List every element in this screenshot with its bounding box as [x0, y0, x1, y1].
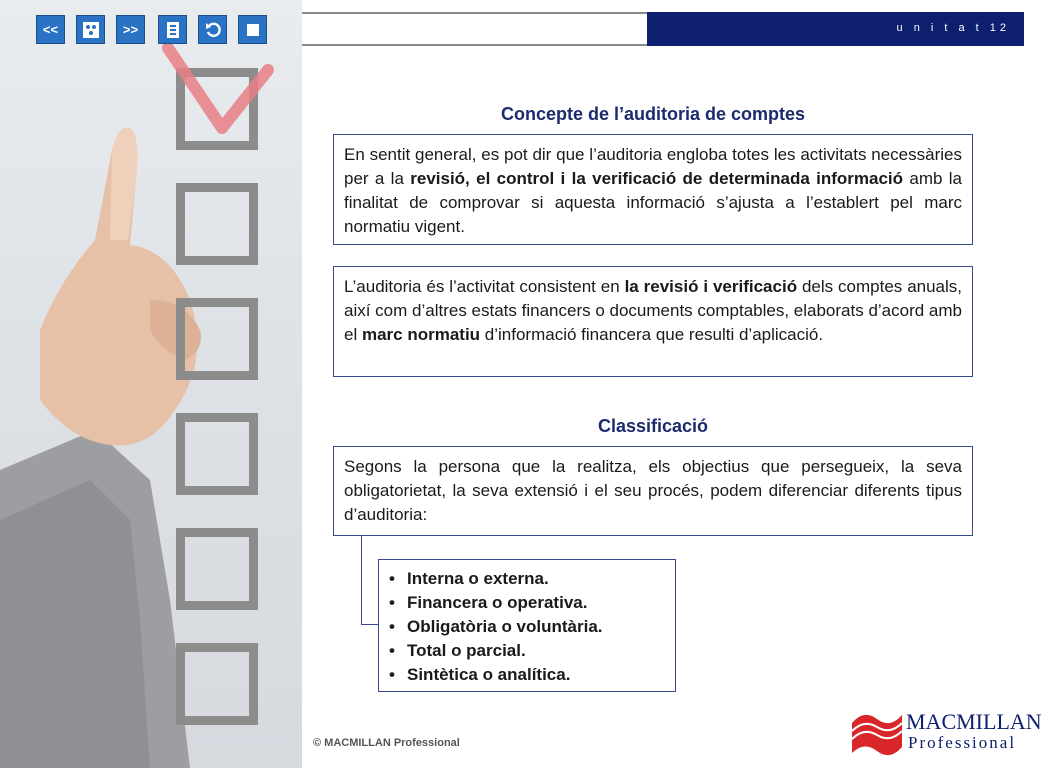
next-label: >> [122, 22, 139, 37]
logo-sub-text: Professional [908, 733, 1017, 752]
list-item: • Total o parcial. [389, 639, 665, 663]
concept-p2-bold-a: la revisió i verificació [624, 277, 798, 296]
checkbox-4 [176, 413, 258, 495]
checkbox-3 [176, 298, 258, 380]
dice-menu-icon [82, 21, 100, 39]
stop-icon [246, 23, 260, 37]
list-icon [165, 21, 181, 39]
undo-icon [204, 21, 222, 39]
logo-brand-text: MACMILLAN [906, 709, 1042, 734]
prev-button[interactable] [36, 15, 65, 44]
checkbox-6 [176, 643, 258, 725]
copyright-notice: © MACMILLAN Professional [313, 737, 460, 749]
header-line-bottom [302, 44, 647, 46]
macmillan-logo [850, 705, 1042, 755]
concept-p2-text-b: dels comptes anuals, així com d’altres estats financers o documents comptables, elaborats d’acord amb el [344, 277, 963, 344]
concept-p1-text-a: En sentit general, es pot dir que l’auditoria engloba totes les activitats necessàries per a la [344, 145, 962, 188]
next-button[interactable] [116, 15, 145, 44]
section-title-classification: Classificació [597, 416, 709, 436]
back-button[interactable] [198, 15, 227, 44]
exit-button[interactable] [238, 15, 267, 44]
index-button[interactable] [158, 15, 187, 44]
section-title-concept: Concepte de l’auditoria de comptes [500, 104, 806, 124]
audit-types-list [378, 559, 676, 692]
list-item: • Financera o operativa. [389, 591, 665, 615]
checkbox-5 [176, 528, 258, 610]
concept-p2-text-a: L’auditoria és l’activitat consistent en [344, 277, 625, 296]
concept-p2-bold-b: marc normatiu [361, 325, 481, 344]
list-item: • Obligatòria o voluntària. [389, 615, 665, 639]
menu-button[interactable] [76, 15, 105, 44]
concept-paragraph-2 [333, 266, 973, 377]
unit-label: u n i t a t 12 [896, 22, 1010, 34]
header-bar [647, 12, 1024, 46]
concept-p1-text-b: amb la finalitat de comprovar si aquesta informació s’ajusta a l’establert pel marc normatiu vigent. [344, 169, 962, 236]
decorative-side-image [0, 0, 302, 768]
prev-label: << [42, 22, 59, 37]
list-item: • Sintètica o analítica. [389, 663, 665, 687]
macmillan-flag-icon [850, 705, 904, 753]
classification-paragraph: Segons la persona que la realitza, els objectius que persegueix, la seva obligatorietat, la seva extensió i el seu procés, podem diferenciar diferents tipus d’auditoria: [333, 446, 973, 536]
header-line-top [302, 12, 647, 14]
concept-p1-bold: revisió, el control i la verificació de determinada informació [410, 169, 904, 188]
concept-paragraph-1 [333, 134, 973, 245]
concept-p2-text-c: d’informació financera que resulti d’aplicació. [480, 325, 824, 344]
list-item: • Interna o externa. [389, 567, 665, 591]
